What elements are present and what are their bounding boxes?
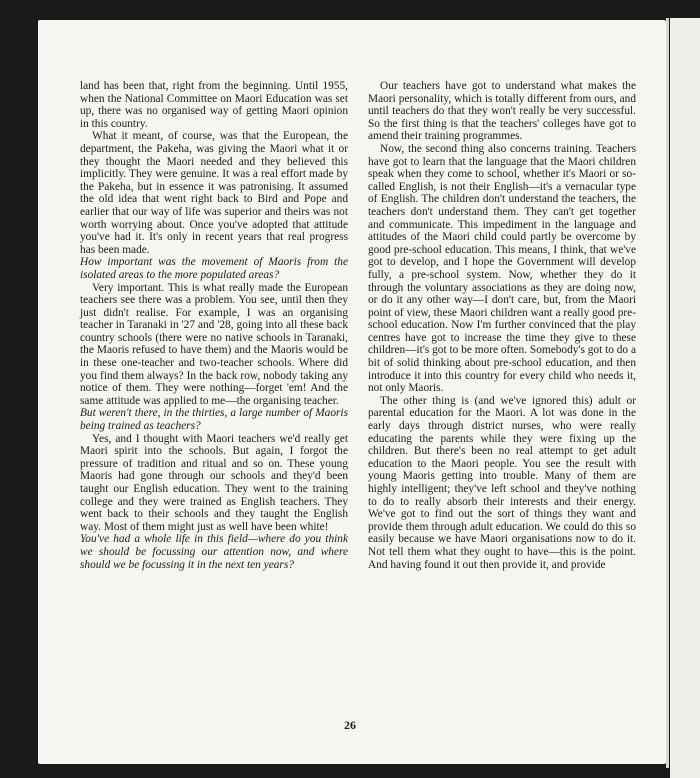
- paragraph: The other thing is (and we've ignored this) adult or parental education for the Maori. A lot was done in the early days through district nurses, who were really educating the parents while they were fixing up the children. But there's been no real attempt to get adult education to the Maori people. You see the result with young Maoris getting into trouble. Many of them are highly intelligent; they've left school and they've nothing to do to really absorb their interests and their energy. We've got to find out the sort of things they want and provide them through adult education. We could do this so easily because we have Maori organisations now to do it. Not tell them what they ought to have—this is the point. And having found it out then provide it, and provide: [368, 394, 636, 571]
- left-column: [80, 80, 348, 571]
- right-column: [368, 80, 636, 571]
- page-number: 26: [344, 718, 356, 732]
- page-gutter: [666, 18, 669, 768]
- paragraph: land has been that, right from the beginning. Until 1955, when the National Committee on Maori Education was set up, there was no organised way of getting Maori opinion in this country.: [80, 80, 348, 130]
- paragraph: Our teachers have got to understand what makes the Maori personality, which is totally different from ours, and until teachers do that they won't really be very successful. So the first thing is that the teachers' colleges have got to amend their training programmes.: [368, 80, 636, 143]
- interview-question: But weren't there, in the thirties, a large number of Maoris being trained as teachers?: [80, 407, 348, 433]
- paragraph: What it meant, of course, was that the European, the department, the Pakeha, was giving the Maori what it or they thought the Maori needed and they believed this implicitly. They were genuine. It was a real effort made by the Pakeha, but in essence it was patronising. It assumed the old idea that went right back to Bird and Pope and earlier that our way of life was superior and theirs was not worth worrying about. Once you've adopted that attitude you've had it. It's only in recent years that real progress has been made.: [80, 130, 348, 256]
- next-page-edge: [670, 18, 700, 778]
- paragraph: Very important. This is what really made the European teachers see there was a problem. You see, until then they just didn't realise. For example, I was an organising teacher in Taranaki in '27 and '28, going into all these back country schools (there were no native schools in Taranaki, the Maoris refused to have them) and the Maoris would be in these one-teacher and two-teacher schools. Where did you find them always? In the back row, nobody taking any notice of them. They were nothing—forget 'em! And the same attitude was applied to me—the organising teacher.: [80, 281, 348, 407]
- paragraph: Yes, and I thought with Maori teachers we'd really get Maori spirit into the schools. But again, I forgot the pressure of tradition and ritual and so on. These young Maoris had gone through our schools and they'd been taught our English education. They went to the training college and they were trained as English teachers. They went back to their schools and they taught the English way. Most of them might just as well have been white!: [80, 432, 348, 533]
- interview-question: You've had a whole life in this field—where do you think we should be focussing our attention now, and where should we be focussing it in the next ten years?: [80, 533, 348, 571]
- interview-question: How important was the movement of Maoris from the isolated areas to the more populated areas?: [80, 256, 348, 281]
- paragraph: Now, the second thing also concerns training. Teachers have got to learn that the language that the Maori children speak when they come to school, whether it's Maori or so-called English, is not their English—it's a vernacular type of English. The children don't understand the teachers, the teachers don't understand them. They can't get together and communicate. This impediment in the language and attitudes of the Maori child could partly be overcome by good pre-school education. This means, I think, that we've got to develop, and I hope the Government will develop fully, a pre-school system. Now, whether they do it through the voluntary associations as they are doing now, or do it any other way—I don't care, but, from the Maori point of view, these Maori children want a really good pre-school education. Now I'm further convinced that the play centres have got to increase the time they give to these children—it's got to be more often. Somebody's got to do a bit of solid thinking about pre-school education, and then introduce it into this country for every child who needs it, not only Maoris.: [368, 142, 636, 395]
